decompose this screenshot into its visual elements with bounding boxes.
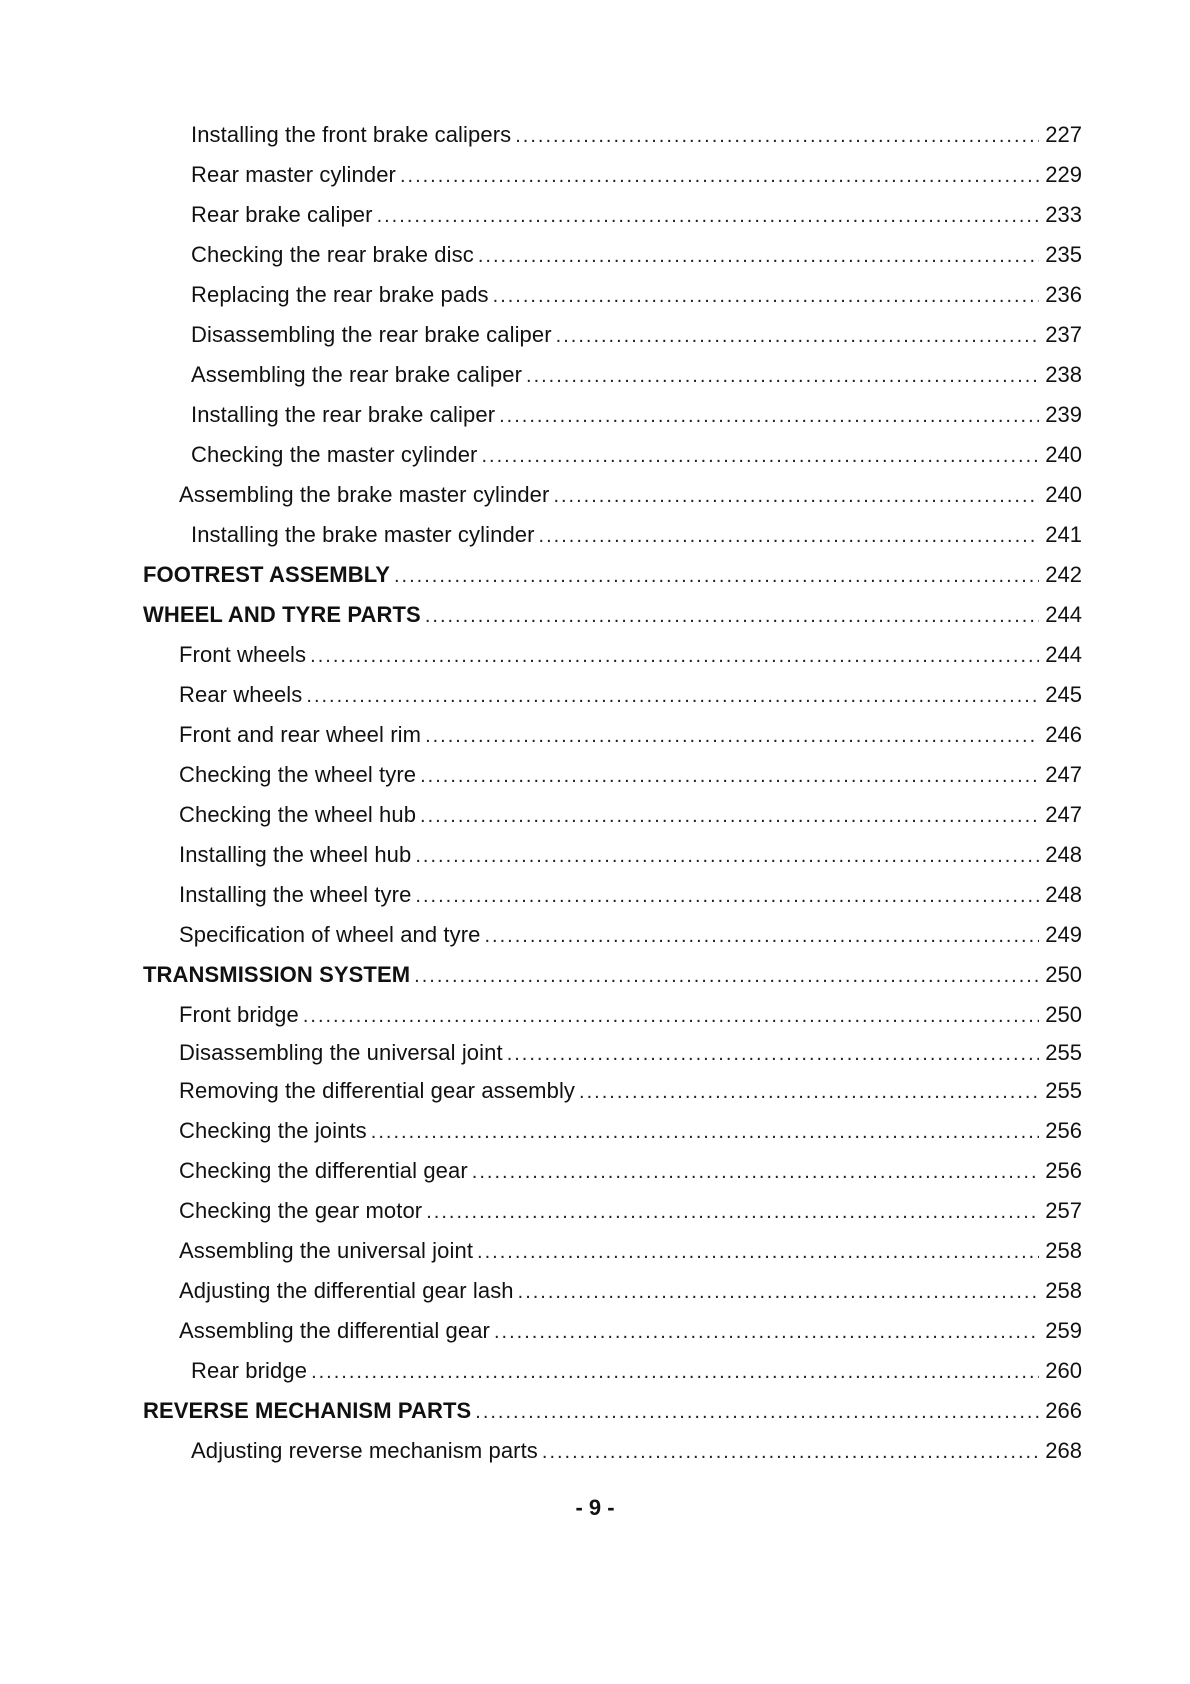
toc-entry-title: Installing the rear brake caliper (191, 402, 496, 427)
toc-entry-page: 236 (1045, 282, 1082, 307)
toc-entry-title: Assembling the rear brake caliper (191, 362, 523, 387)
toc-dot-leader (306, 676, 1039, 716)
toc-entry-page: 249 (1045, 922, 1082, 947)
toc-dot-leader (425, 596, 1039, 636)
toc-entry-page: 246 (1045, 722, 1082, 747)
toc-entry (0, 1151, 1190, 1191)
toc-entry-title: Checking the master cylinder (191, 442, 478, 467)
toc-entry-title: Checking the gear motor (179, 1198, 423, 1223)
toc-entry (0, 395, 1190, 435)
toc-entry-title: FOOTREST ASSEMBLY (143, 562, 390, 587)
toc-entry-title: Assembling the differential gear (179, 1318, 490, 1343)
toc-entry-title: Installing the wheel hub (179, 842, 412, 867)
toc-entry-page: 257 (1045, 1198, 1082, 1223)
toc-entry (0, 155, 1190, 195)
toc-entry-title: WHEEL AND TYRE PARTS (143, 602, 421, 627)
toc-entry-title: Disassembling the universal joint (179, 1040, 503, 1065)
toc-entry (0, 435, 1190, 475)
toc-dot-leader (499, 396, 1039, 436)
toc-entry-title: TRANSMISSION SYSTEM (143, 962, 411, 987)
toc-dot-leader (415, 836, 1039, 876)
toc-entry-page: 255 (1045, 1040, 1082, 1065)
toc-entry-page: 237 (1045, 322, 1082, 347)
toc-entry-page: 260 (1045, 1358, 1082, 1383)
toc-entry-page: 227 (1045, 122, 1082, 147)
toc-dot-leader (472, 1152, 1040, 1192)
toc-entry-page: 238 (1045, 362, 1082, 387)
toc-dot-leader (415, 876, 1039, 916)
toc-entry (0, 1311, 1190, 1351)
table-of-contents (0, 115, 1190, 1471)
toc-dot-leader (371, 1112, 1039, 1152)
toc-entry-page: 247 (1045, 802, 1082, 827)
toc-entry (0, 755, 1190, 795)
toc-dot-leader (425, 716, 1039, 756)
toc-entry-page: 244 (1045, 602, 1082, 627)
toc-dot-leader (485, 916, 1040, 956)
toc-entry-title: Replacing the rear brake pads (191, 282, 489, 307)
toc-entry-title: Checking the wheel tyre (179, 762, 417, 787)
toc-section-heading (0, 555, 1190, 595)
toc-entry-page: 250 (1045, 1002, 1082, 1027)
toc-entry (0, 275, 1190, 315)
toc-entry-title: Checking the differential gear (179, 1158, 468, 1183)
toc-entry (0, 835, 1190, 875)
toc-entry (0, 995, 1190, 1035)
toc-entry-page: 250 (1045, 962, 1082, 987)
toc-entry-title: Assembling the brake master cylinder (179, 482, 550, 507)
toc-dot-leader (579, 1072, 1039, 1112)
toc-dot-leader (311, 1352, 1039, 1392)
toc-dot-leader (303, 996, 1039, 1036)
toc-entry (0, 475, 1190, 515)
toc-entry-title: Specification of wheel and tyre (179, 922, 481, 947)
toc-entry (0, 915, 1190, 955)
toc-entry-title: Front and rear wheel rim (179, 722, 422, 747)
toc-dot-leader (526, 356, 1039, 396)
toc-entry (0, 715, 1190, 755)
toc-entry (0, 675, 1190, 715)
toc-dot-leader (542, 1432, 1039, 1472)
toc-entry (0, 1071, 1190, 1111)
toc-entry (0, 1271, 1190, 1311)
toc-entry-title: Disassembling the rear brake caliper (191, 322, 552, 347)
toc-entry-page: 245 (1045, 682, 1082, 707)
toc-entry-title: Removing the differential gear assembly (179, 1078, 576, 1103)
toc-entry (0, 635, 1190, 675)
toc-entry-title: Adjusting reverse mechanism parts (191, 1438, 538, 1463)
toc-dot-leader (414, 956, 1039, 996)
toc-entry-page: 240 (1045, 442, 1082, 467)
toc-dot-leader (394, 556, 1039, 596)
toc-entry-page: 268 (1045, 1438, 1082, 1463)
toc-dot-leader (494, 1312, 1039, 1352)
toc-entry (0, 195, 1190, 235)
toc-entry (0, 115, 1190, 155)
toc-dot-leader (477, 1232, 1039, 1272)
toc-entry (0, 1111, 1190, 1151)
toc-dot-leader (556, 316, 1040, 356)
toc-entry-page: 248 (1045, 882, 1082, 907)
toc-entry-title: Assembling the universal joint (179, 1238, 474, 1263)
toc-entry-title: Rear bridge (191, 1358, 308, 1383)
toc-entry (0, 1431, 1190, 1471)
toc-dot-leader (400, 156, 1039, 196)
toc-dot-leader (478, 236, 1039, 276)
toc-entry-page: 256 (1045, 1158, 1082, 1183)
toc-dot-leader (481, 436, 1039, 476)
toc-entry-page: 239 (1045, 402, 1082, 427)
toc-entry-page: 240 (1045, 482, 1082, 507)
toc-entry-title: Front bridge (179, 1002, 299, 1027)
toc-dot-leader (377, 196, 1040, 236)
toc-entry-title: Installing the wheel tyre (179, 882, 412, 907)
toc-entry (0, 1035, 1190, 1071)
toc-dot-leader (515, 116, 1039, 156)
toc-dot-leader (493, 276, 1040, 316)
toc-entry-page: 242 (1045, 562, 1082, 587)
toc-entry-title: Installing the front brake calipers (191, 122, 512, 147)
toc-entry-title: Rear master cylinder (191, 162, 396, 187)
toc-entry (0, 235, 1190, 275)
toc-entry-title: Front wheels (179, 642, 307, 667)
toc-entry (0, 515, 1190, 555)
toc-dot-leader (420, 756, 1039, 796)
toc-dot-leader (553, 476, 1039, 516)
toc-entry (0, 1231, 1190, 1271)
toc-entry-page: 248 (1045, 842, 1082, 867)
toc-entry-page: 258 (1045, 1278, 1082, 1303)
toc-entry-title: REVERSE MECHANISM PARTS (143, 1398, 472, 1423)
toc-entry-page: 247 (1045, 762, 1082, 787)
toc-dot-leader (426, 1192, 1039, 1232)
toc-dot-leader (475, 1392, 1039, 1432)
toc-entry-title: Adjusting the differential gear lash (179, 1278, 514, 1303)
toc-section-heading (0, 595, 1190, 635)
page-number: - 9 - (575, 1495, 615, 1520)
toc-entry-title: Checking the rear brake disc (191, 242, 474, 267)
toc-entry-page: 258 (1045, 1238, 1082, 1263)
toc-entry-title: Rear wheels (179, 682, 303, 707)
toc-entry-page: 256 (1045, 1118, 1082, 1143)
toc-dot-leader (310, 636, 1039, 676)
toc-dot-leader (518, 1272, 1040, 1312)
toc-entry (0, 315, 1190, 355)
toc-entry-page: 233 (1045, 202, 1082, 227)
toc-entry-page: 266 (1045, 1398, 1082, 1423)
toc-entry (0, 355, 1190, 395)
toc-entry-title: Checking the wheel hub (179, 802, 417, 827)
toc-entry (0, 875, 1190, 915)
toc-entry-page: 241 (1045, 522, 1082, 547)
toc-entry-title: Installing the brake master cylinder (191, 522, 535, 547)
toc-entry-page: 244 (1045, 642, 1082, 667)
toc-dot-leader (539, 516, 1040, 556)
toc-dot-leader (420, 796, 1039, 836)
toc-entry-page: 229 (1045, 162, 1082, 187)
toc-entry-title: Checking the joints (179, 1118, 367, 1143)
toc-entry (0, 1191, 1190, 1231)
toc-entry-page: 259 (1045, 1318, 1082, 1343)
toc-entry (0, 1351, 1190, 1391)
toc-section-heading (0, 955, 1190, 995)
toc-entry-page: 255 (1045, 1078, 1082, 1103)
toc-entry-page: 235 (1045, 242, 1082, 267)
toc-entry-title: Rear brake caliper (191, 202, 373, 227)
toc-section-heading (0, 1391, 1190, 1431)
toc-entry (0, 795, 1190, 835)
toc-dot-leader (507, 1036, 1040, 1072)
